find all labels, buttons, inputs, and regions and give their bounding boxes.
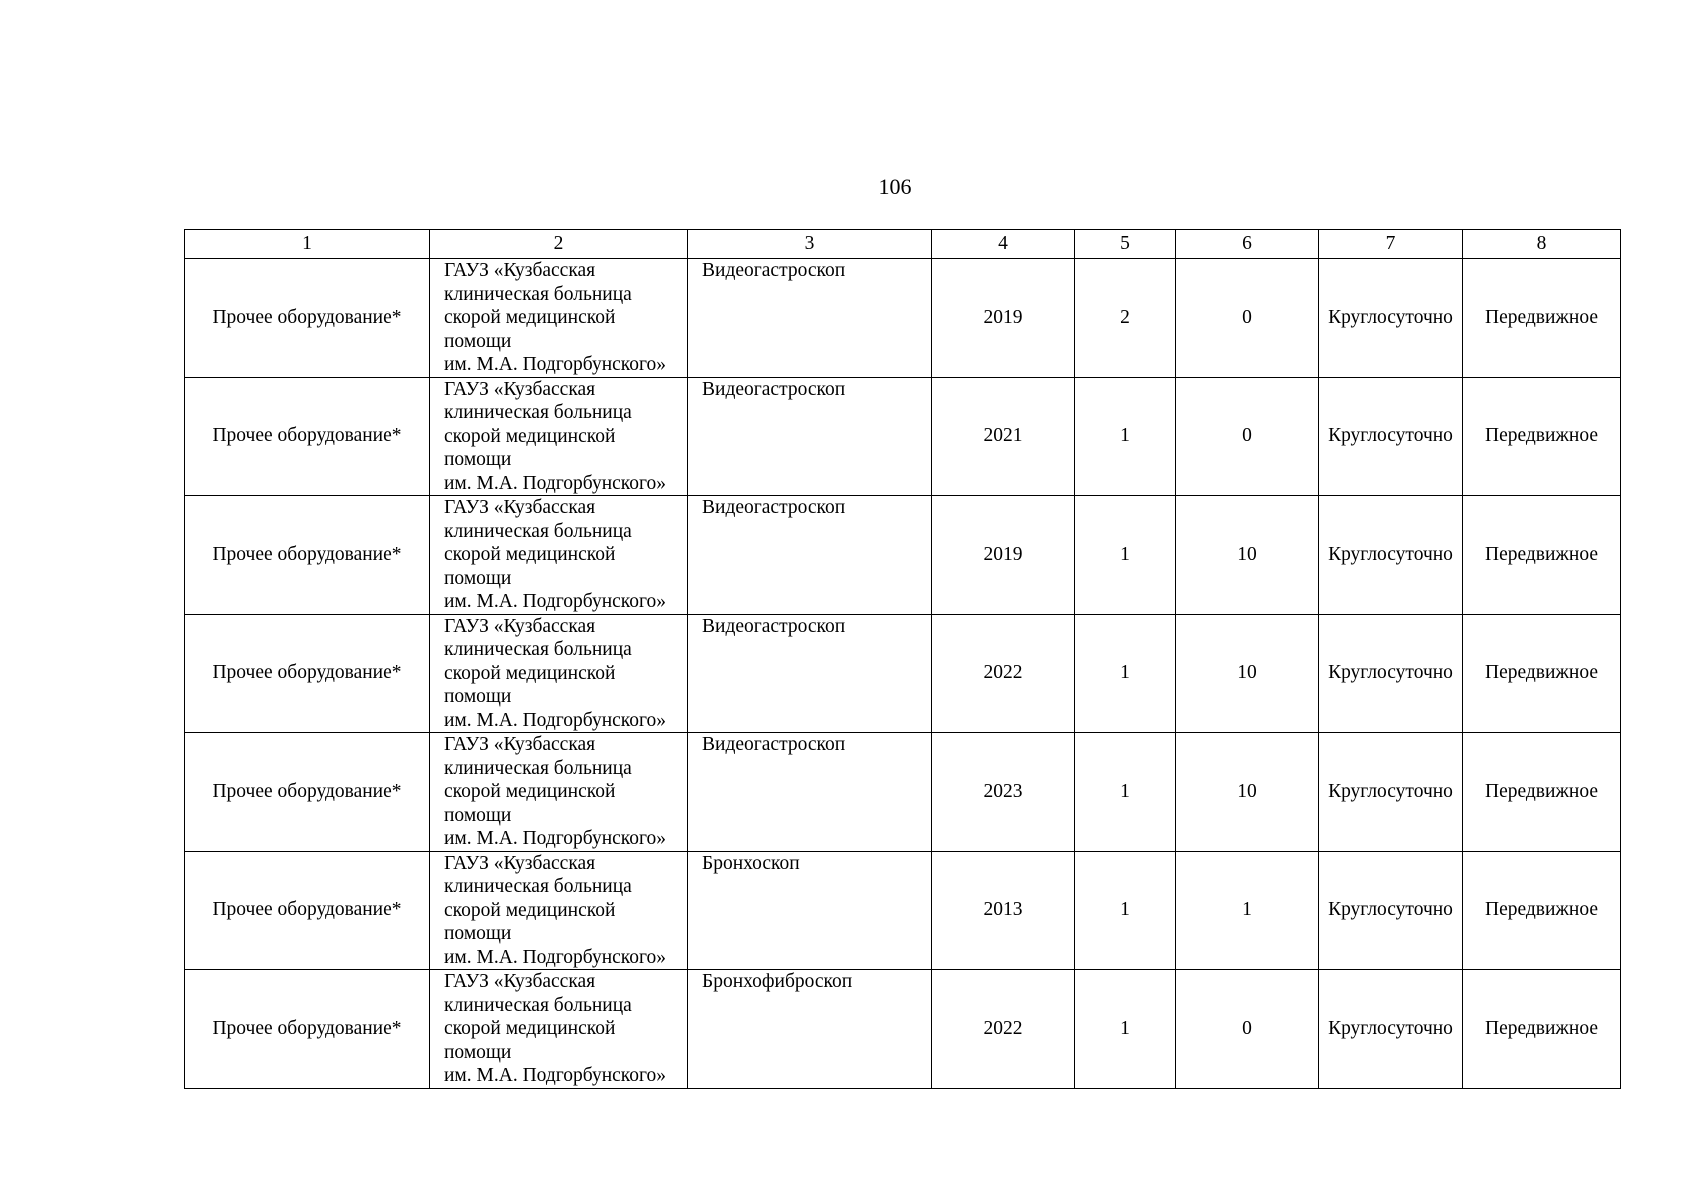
organization-line: им. М.А. Подгорбунского» xyxy=(444,828,667,849)
value-cell: 0 xyxy=(1176,377,1319,496)
organization-line: ГАУЗ «Кузбасская xyxy=(444,852,596,874)
equipment-name-cell: Видеогастроскоп xyxy=(688,496,932,615)
organization-line: помощи xyxy=(444,804,512,826)
equipment-table xyxy=(184,229,1621,1089)
organization-line: им. М.А. Подгорбунского» xyxy=(444,591,667,612)
value-cell: 10 xyxy=(1176,733,1319,852)
organization-line: клиническая больница xyxy=(444,639,632,660)
organization-line: клиническая больница xyxy=(444,994,632,1016)
organization-cell xyxy=(430,614,688,733)
table-row xyxy=(185,614,1621,733)
organization-line: клиническая больница xyxy=(444,520,632,542)
value-cell: 0 xyxy=(1176,259,1319,378)
column-header: 4 xyxy=(932,230,1075,259)
organization-cell xyxy=(430,496,688,615)
mobility-cell: Передвижное xyxy=(1463,259,1621,378)
organization-line: скорой медицинской xyxy=(444,781,616,802)
operation-mode-cell: Круглосуточно xyxy=(1319,970,1463,1089)
quantity-cell: 1 xyxy=(1075,733,1176,852)
organization-line: им. М.А. Подгорбунского» xyxy=(444,472,667,494)
value-cell: 10 xyxy=(1176,614,1319,733)
quantity-cell: 1 xyxy=(1075,851,1176,970)
organization-line: им. М.А. Подгорбунского» xyxy=(444,946,667,968)
organization-line: им. М.А. Подгорбунского» xyxy=(444,1065,667,1086)
column-header: 1 xyxy=(185,230,430,259)
table-body xyxy=(185,259,1621,1089)
equipment-name-cell: Бронхофиброскоп xyxy=(688,970,932,1089)
operation-mode-cell: Круглосуточно xyxy=(1319,733,1463,852)
quantity-cell: 1 xyxy=(1075,614,1176,733)
year-cell: 2022 xyxy=(932,970,1075,1089)
equipment-type-cell: Прочее оборудование* xyxy=(185,496,430,615)
year-cell: 2022 xyxy=(932,614,1075,733)
mobility-cell: Передвижное xyxy=(1463,970,1621,1089)
organization-line: ГАУЗ «Кузбасская xyxy=(444,734,596,755)
organization-line: ГАУЗ «Кузбасская xyxy=(444,615,596,637)
value-cell: 1 xyxy=(1176,851,1319,970)
operation-mode-cell: Круглосуточно xyxy=(1319,496,1463,615)
year-cell: 2019 xyxy=(932,259,1075,378)
equipment-type-cell: Прочее оборудование* xyxy=(185,377,430,496)
column-header: 7 xyxy=(1319,230,1463,259)
table-row xyxy=(185,970,1621,1089)
organization-cell xyxy=(430,259,688,378)
value-cell: 0 xyxy=(1176,970,1319,1089)
value-cell: 10 xyxy=(1176,496,1319,615)
organization-line: скорой медицинской xyxy=(444,1018,616,1039)
table-row xyxy=(185,496,1621,615)
equipment-name-cell: Видеогастроскоп xyxy=(688,614,932,733)
organization-line: помощи xyxy=(444,1041,512,1063)
column-header: 5 xyxy=(1075,230,1176,259)
table-row xyxy=(185,377,1621,496)
organization-cell xyxy=(430,733,688,852)
organization-line: клиническая больница xyxy=(444,757,632,779)
organization-line: скорой медицинской xyxy=(444,307,616,328)
page-number: 106 xyxy=(878,174,912,199)
year-cell: 2013 xyxy=(932,851,1075,970)
table-row xyxy=(185,733,1621,852)
mobility-cell: Передвижное xyxy=(1463,377,1621,496)
table-header-row xyxy=(185,230,1621,259)
organization-line: ГАУЗ «Кузбасская xyxy=(444,260,596,281)
organization-line: им. М.А. Подгорбунского» xyxy=(444,354,667,375)
equipment-name-cell: Видеогастроскоп xyxy=(688,259,932,378)
organization-line: клиническая больница xyxy=(444,876,632,897)
table-row xyxy=(185,259,1621,378)
organization-line: скорой медицинской xyxy=(444,662,616,684)
operation-mode-cell: Круглосуточно xyxy=(1319,851,1463,970)
organization-line: помощи xyxy=(444,449,512,470)
quantity-cell: 2 xyxy=(1075,259,1176,378)
organization-line: помощи xyxy=(444,686,512,707)
mobility-cell: Передвижное xyxy=(1463,851,1621,970)
organization-line: скорой медицинской xyxy=(444,899,616,921)
equipment-type-cell: Прочее оборудование* xyxy=(185,970,430,1089)
equipment-name-cell: Бронхоскоп xyxy=(688,851,932,970)
organization-line: скорой медицинской xyxy=(444,544,616,565)
equipment-type-cell: Прочее оборудование* xyxy=(185,614,430,733)
operation-mode-cell: Круглосуточно xyxy=(1319,614,1463,733)
equipment-type-cell: Прочее оборудование* xyxy=(185,851,430,970)
organization-line: им. М.А. Подгорбунского» xyxy=(444,709,667,731)
quantity-cell: 1 xyxy=(1075,377,1176,496)
column-header: 8 xyxy=(1463,230,1621,259)
organization-cell xyxy=(430,851,688,970)
table-row xyxy=(185,851,1621,970)
organization-line: помощи xyxy=(444,923,512,944)
equipment-type-cell: Прочее оборудование* xyxy=(185,733,430,852)
organization-line: скорой медицинской xyxy=(444,425,616,447)
column-header: 2 xyxy=(430,230,688,259)
quantity-cell: 1 xyxy=(1075,970,1176,1089)
mobility-cell: Передвижное xyxy=(1463,733,1621,852)
equipment-name-cell: Видеогастроскоп xyxy=(688,733,932,852)
mobility-cell: Передвижное xyxy=(1463,496,1621,615)
equipment-name-cell: Видеогастроскоп xyxy=(688,377,932,496)
column-header: 6 xyxy=(1176,230,1319,259)
quantity-cell: 1 xyxy=(1075,496,1176,615)
organization-line: помощи xyxy=(444,330,512,352)
organization-cell xyxy=(430,377,688,496)
year-cell: 2019 xyxy=(932,496,1075,615)
organization-line: помощи xyxy=(444,567,512,589)
year-cell: 2021 xyxy=(932,377,1075,496)
organization-line: клиническая больница xyxy=(444,283,632,305)
organization-line: клиническая больница xyxy=(444,402,632,423)
operation-mode-cell: Круглосуточно xyxy=(1319,377,1463,496)
operation-mode-cell: Круглосуточно xyxy=(1319,259,1463,378)
organization-line: ГАУЗ «Кузбасская xyxy=(444,378,596,400)
organization-line: ГАУЗ «Кузбасская xyxy=(444,497,596,518)
equipment-type-cell: Прочее оборудование* xyxy=(185,259,430,378)
organization-line: ГАУЗ «Кузбасская xyxy=(444,971,596,992)
organization-cell xyxy=(430,970,688,1089)
column-header: 3 xyxy=(688,230,932,259)
mobility-cell: Передвижное xyxy=(1463,614,1621,733)
year-cell: 2023 xyxy=(932,733,1075,852)
